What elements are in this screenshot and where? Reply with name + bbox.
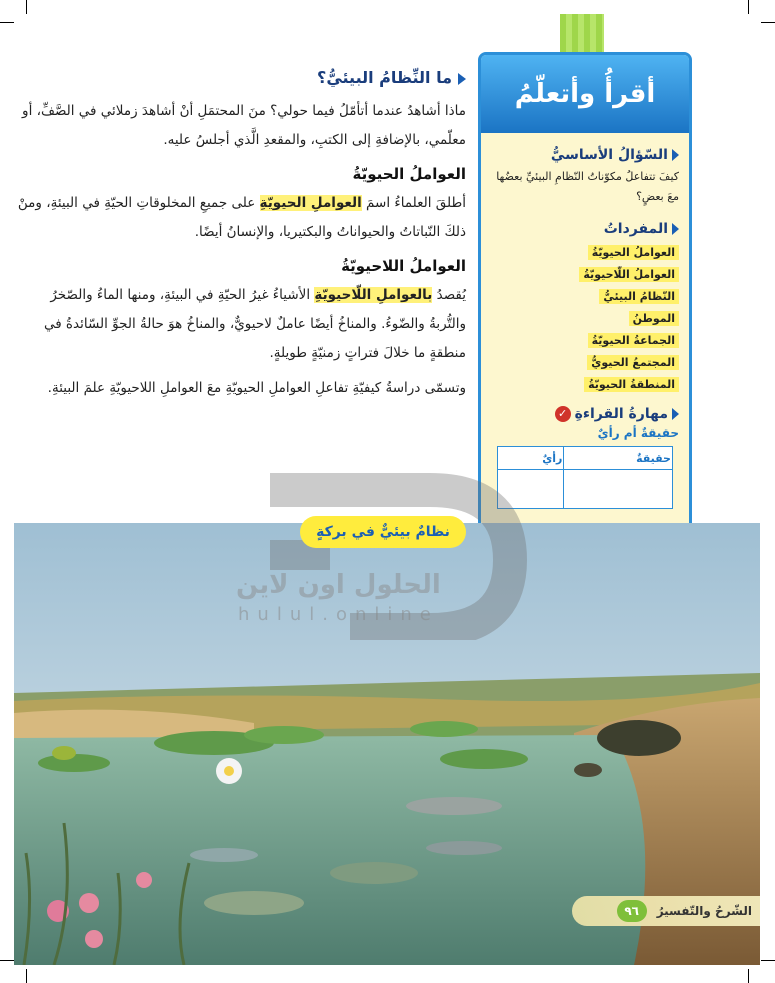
lily-pad [410, 721, 478, 737]
crop-mark [761, 22, 775, 23]
fact-opinion-table [497, 446, 673, 509]
figure-caption: نظامٌ بيئيٌّ في بركةٍ [300, 516, 466, 548]
section-heading: ما النِّظامُ البيئيُّ؟ [14, 68, 466, 87]
footer-section: الشّرحُ والتّفسيرُ [656, 904, 752, 918]
table-header-fact: حقيقةٌ [564, 447, 673, 470]
vocab-item: المنطقةُ الحيويّةُ [491, 373, 679, 392]
crop-mark [26, 0, 27, 14]
biotic-paragraph: أطلقَ العلماءُ اسمَ العواملِ الحيويّةِ على جميعِ المخلوقاتِ الحيّةِ في البيئةِ، ومنْ ذلكَ النّباتاتُ والحيواناتُ والبكتيريا، والإنسانُ أيضًا. [17, 195, 466, 240]
water-lily-center [224, 766, 234, 776]
abiotic-term: بالعواملِ اللّاحيويّةِ [314, 287, 433, 303]
watermark-latin: hulul.online [238, 604, 439, 625]
page-number: ٩٦ [617, 900, 647, 922]
intro-paragraph: ماذا أشاهدُ عندما أتأمّلُ فيما حولي؟ منَ المحتمَلِ أنْ أشاهدَ زملائي في الصَّفِّ، أو معلّمي، بالإضافةِ إلى الكتبِ، والمقعدِ الَّذي أجلسُ عليه. [22, 103, 466, 148]
arrow-icon [672, 149, 679, 161]
trout-fish [406, 797, 502, 815]
arrow-icon [672, 408, 679, 420]
lily-pad [440, 749, 528, 769]
card-title: أقرأُ وأتعلّمُ [514, 79, 656, 109]
biotic-heading: العواملُ الحيويّةُ [352, 165, 466, 183]
crop-mark [761, 960, 775, 961]
reading-skill-heading: مهارةُ القراءةِ✓ [491, 406, 679, 422]
fish [190, 848, 258, 862]
abiotic-heading: العواملُ اللاحيويّةُ [341, 257, 466, 275]
arrow-icon [672, 223, 679, 235]
crop-mark [26, 969, 27, 983]
crop-mark [0, 960, 14, 961]
crop-mark [748, 0, 749, 14]
essential-question-heading: السّؤالُ الأساسيُّ [491, 147, 679, 163]
fish [426, 841, 502, 855]
biotic-term: العواملِ الحيويّةِ [259, 195, 362, 211]
crop-mark [0, 22, 14, 23]
pond-water [14, 735, 645, 965]
small-fish [136, 872, 152, 888]
table-cell-fact [564, 470, 673, 509]
card-header [481, 55, 689, 133]
essential-question-text: كيفَ تتفاعلُ مكوّناتُ النّظامِ البيئيِّ بعضُها معَ بعضٍ؟ [496, 170, 679, 203]
frog [52, 746, 76, 760]
table-header-opinion: رأيٌ [498, 447, 564, 470]
vocab-item: المجتمعُ الحيويُّ [491, 351, 679, 370]
main-text-column [14, 68, 466, 403]
heading-bullet-icon [458, 73, 466, 85]
small-fish [79, 893, 99, 913]
vocab-item: العواملُ اللّاحيويّةُ [491, 263, 679, 282]
vocabulary-heading: المفرداتُ [491, 221, 679, 237]
vocab-item: الجماعةُ الحيويّةُ [491, 329, 679, 348]
read-and-learn-card [478, 52, 692, 558]
small-fish [85, 930, 103, 948]
reading-skill-name: حقيقةٌ أم رأيٌ [597, 426, 679, 440]
page-footer [572, 896, 760, 926]
fish [204, 891, 304, 915]
turtle-head [574, 763, 602, 777]
vocabulary-list [491, 241, 679, 392]
lily-pad [244, 726, 324, 744]
crop-mark [748, 969, 749, 983]
fish [330, 862, 418, 884]
vocab-item: النّظامُ البيئيُّ [491, 285, 679, 304]
vocab-item: الموطنُ [491, 307, 679, 326]
table-cell-opinion [498, 470, 564, 509]
abiotic-paragraph: يُقصدُ بالعواملِ اللّاحيويّةِ الأشياءُ غيرُ الحيّةِ في البيئةِ، ومنها الماءُ والصّخرُ والتُّربةُ والضّوءُ. والمناخُ أيضًا عاملٌ لاحيويٌّ، والمناخُ هوَ حالةُ الجوِّ السّائدةُ في منطقةٍ ما خلالَ فتراتٍ زمنيّةٍ طويلةٍ. [43, 287, 466, 361]
watermark-arabic: الحلول اون لاين [236, 570, 441, 600]
check-icon: ✓ [555, 406, 571, 422]
ecology-paragraph: وتسمّى دراسةُ كيفيّةِ تفاعلِ العواملِ الحيويّةِ معَ العواملِ اللاحيويّةِ علمَ البيئةِ. [47, 380, 466, 396]
turtle-shell [597, 720, 681, 756]
vocab-item: العواملُ الحيويّةُ [491, 241, 679, 260]
